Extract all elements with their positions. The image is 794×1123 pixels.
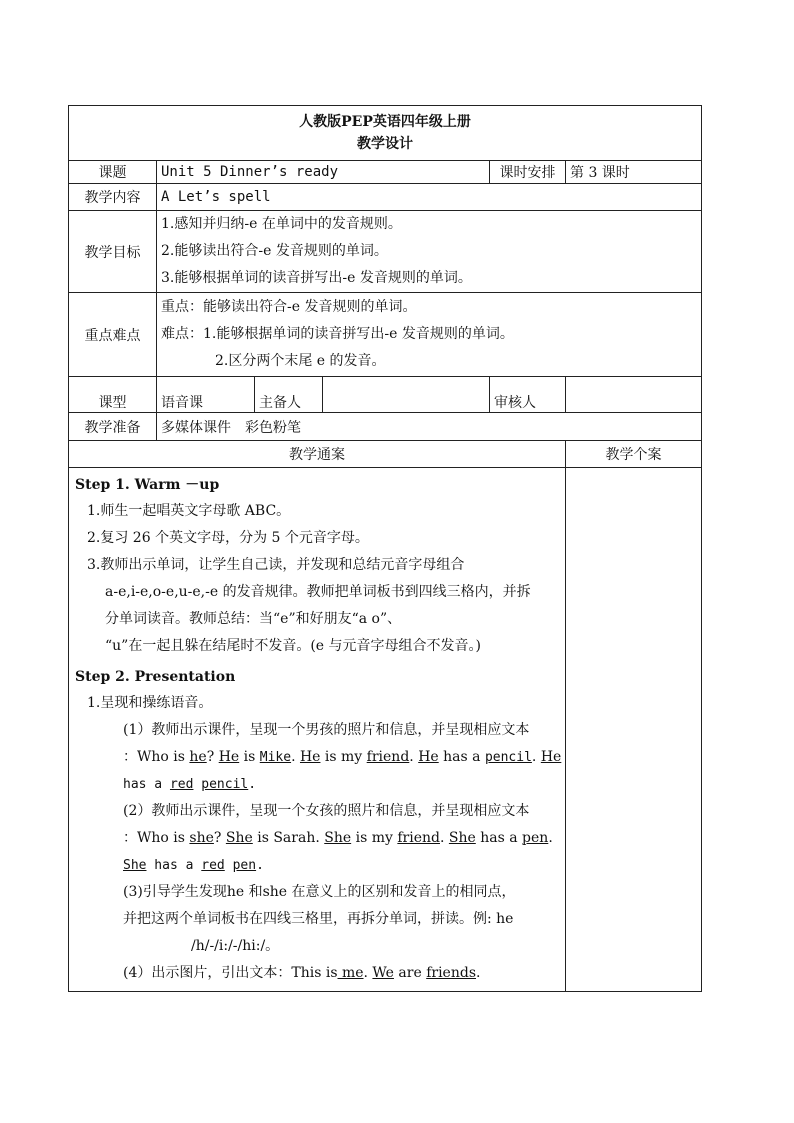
goals-list	[157, 211, 702, 293]
prep-label: 教学准备	[69, 413, 157, 441]
content-value: A Let’s spell	[157, 184, 702, 211]
step1-line: 3.教师出示单词，让学生自己读，并发现和总结元音字母组合	[87, 557, 465, 573]
type-value: 语音课	[157, 377, 255, 413]
step2-p1-intro: (1）教师出示课件，呈现一个男孩的照片和信息，并呈现相应文本	[123, 722, 530, 738]
common-plan-header: 教学通案	[69, 441, 566, 468]
step2-title: Step 2. Presentation	[75, 669, 236, 685]
title-line-2: 教学设计	[357, 136, 414, 152]
goals-label: 教学目标	[69, 211, 157, 293]
key-point-line: 2.区分两个末尾 e 的发音。	[215, 353, 386, 369]
step2-p2-text-cont: She has a red pen.	[123, 858, 264, 873]
step1-line: a-e,i-e,o-e,u-e,-e 的发音规律。教师把单词板书到四线三格内，并拆	[105, 584, 531, 600]
step2-p3-line: /h/-/i:/-/hi:/。	[191, 938, 280, 954]
type-label: 课型	[69, 377, 157, 413]
content-label: 教学内容	[69, 184, 157, 211]
lesson-plan-table	[68, 105, 702, 992]
reviewer-value	[566, 377, 702, 413]
topic-row	[69, 161, 702, 184]
topic-label: 课题	[69, 161, 157, 184]
plan-header-row	[69, 441, 702, 468]
key-point-line: 难点：1.能够根据单词的读音拼写出-e 发音规则的单词。	[161, 326, 514, 342]
step2-p2-intro: (2）教师出示课件，呈现一个女孩的照片和信息，并呈现相应文本	[123, 803, 530, 819]
prep-value: 多媒体课件 彩色粉笔	[157, 413, 702, 441]
goal-item: 1.感知并归纳-e 在单词中的发音规则。	[161, 216, 402, 232]
key-point-line: 重点：能够读出符合-e 发音规则的单词。	[161, 299, 417, 315]
step1-title: Step 1. Warm －up	[75, 477, 220, 493]
goals-row	[69, 211, 702, 293]
type-row	[69, 377, 702, 413]
step2-p1-text-cont: has a red pencil.	[123, 777, 257, 792]
individual-plan-header: 教学个案	[566, 441, 702, 468]
step2-p4-line: (4）出示图片，引出文本：This is me. We are friends.	[123, 965, 481, 981]
step2-p1-text: ：Who is he? He is Mike. He is my friend. He has a pencil. He	[123, 749, 562, 765]
title-line-1: 人教版PEP英语四年级上册	[299, 114, 471, 130]
step1-line: 1.师生一起唱英文字母歌 ABC。	[87, 503, 291, 519]
prep-row	[69, 413, 702, 441]
reviewer-label: 审核人	[490, 377, 566, 413]
individual-plan-body	[566, 468, 702, 992]
step2-p2-text: ：Who is she? She is Sarah. She is my friend. She has a pen.	[123, 830, 553, 846]
title-row	[69, 106, 702, 161]
schedule-value: 第 3 课时	[566, 161, 702, 184]
goal-item: 2.能够读出符合-e 发音规则的单词。	[161, 243, 388, 259]
content-row	[69, 184, 702, 211]
preparer-label: 主备人	[255, 377, 323, 413]
preparer-value	[323, 377, 490, 413]
step1-line: 分单词读音。教师总结：当“e”和好朋友“a o”、	[105, 611, 402, 627]
step1-line: 2.复习 26 个英文字母，分为 5 个元音字母。	[87, 530, 369, 546]
common-plan-body	[69, 468, 566, 992]
goal-item: 3.能够根据单词的读音拼写出-e 发音规则的单词。	[161, 270, 472, 286]
document-title	[69, 106, 702, 161]
step2-line: 1.呈现和操练语音。	[87, 695, 213, 711]
step2-p3-line: 并把这两个单词板书在四线三格里，再拆分单词，拼读。例: he	[123, 911, 514, 927]
key-points-row	[69, 293, 702, 377]
step1-line: “u”在一起且躲在结尾时不发音。(e 与元音字母组合不发音。)	[105, 638, 481, 654]
key-points-label: 重点难点	[69, 293, 157, 377]
schedule-label: 课时安排	[490, 161, 566, 184]
topic-value: Unit 5 Dinner’s ready	[157, 161, 490, 184]
plan-body-row	[69, 468, 702, 992]
key-points-list	[157, 293, 702, 377]
step2-p3-line: (3)引导学生发现he 和she 在意义上的区别和发音上的相同点，	[123, 884, 516, 900]
